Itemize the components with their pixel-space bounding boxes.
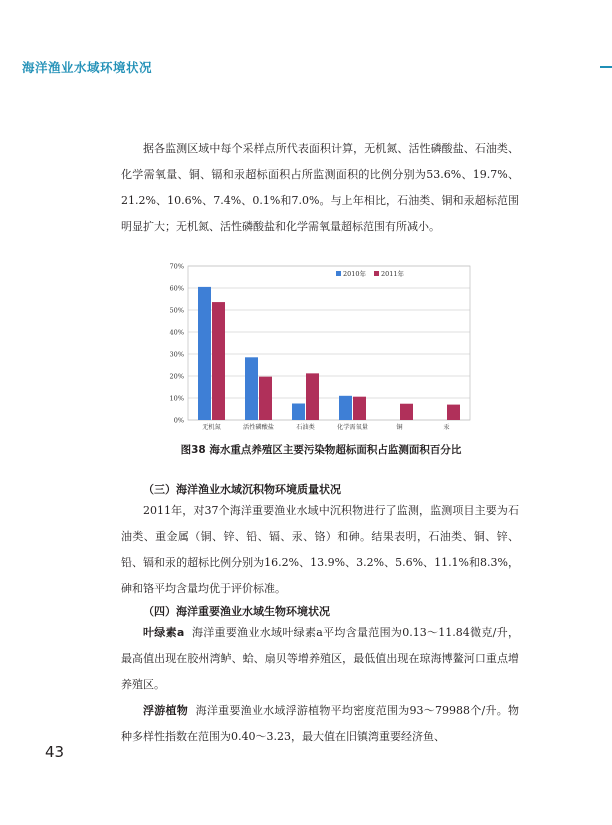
figure-caption: 图38 海水重点养殖区主要污染物超标面积占监测面积百分比 xyxy=(180,444,462,456)
bar-series1 xyxy=(198,287,211,420)
bar-series1 xyxy=(339,396,352,420)
x-tick-label: 化学需氧量 xyxy=(337,424,368,431)
bar-series2 xyxy=(212,302,225,420)
body-paragraph-sediment: 2011年，对37个海洋重要渔业水域中沉积物进行了监测，监测项目主要为石油类、重金属（铜、锌、铅、镉、汞、铬）和砷。结果表明，石油类、铜、锌、铅、镉和汞的超标比例分别为16.2%、13.9%、3.2%、5.6%、11.1%和8.3%，砷和铬平均含量均优于评价标准。 xyxy=(121,504,519,595)
bar-series1 xyxy=(292,404,305,421)
x-tick-label: 无机氮 xyxy=(202,424,221,431)
y-tick-label: 40% xyxy=(169,328,184,337)
body-paragraph-chlorophyll xyxy=(121,620,519,698)
x-tick-label: 石油类 xyxy=(296,424,315,431)
legend-swatch xyxy=(336,271,341,276)
bar-series2 xyxy=(259,377,272,420)
y-tick-label: 0% xyxy=(173,416,184,425)
chlorophyll-text: 海洋重要渔业水域叶绿素a平均含量范围为0.13～11.84微克/升，最高值出现在胶州湾鲈、蛤、扇贝等增养殖区，最低值出现在琼海博鳌河口重点增养殖区。 xyxy=(121,626,519,691)
x-tick-label: 活性磷酸盐 xyxy=(243,424,274,431)
term-chlorophyll: 叶绿素a xyxy=(143,626,185,639)
y-tick-label: 50% xyxy=(169,306,184,315)
bar-series2 xyxy=(400,404,413,420)
body-paragraph-1: 据各监测区域中每个采样点所代表面积计算，无机氮、活性磷酸盐、石油类、化学需氧量、铜、镉和汞超标面积占所监测面积的比例分别为53.6%、19.7%、21.2%、10.6%、7.4%、0.1%和7.0%。与上年相比，石油类、铜和汞超标范围明显扩大；无机氮、活性磷酸盐和化学需氧量超标范围有所减小。 xyxy=(121,142,519,233)
bar-chart xyxy=(160,258,480,438)
bar-series2 xyxy=(306,373,319,420)
section-heading-biology: （四）海洋重要渔业水域生物环境状况 xyxy=(143,605,330,618)
plot-area xyxy=(188,266,470,420)
legend-label: 2010年 xyxy=(343,270,367,278)
y-tick-label: 60% xyxy=(169,284,184,293)
phytoplankton-text: 海洋重要渔业水域浮游植物平均密度范围为93～79988个/升。物种多样性指数在范围为0.40～3.23，最大值在旧镇湾重要经济鱼、 xyxy=(121,704,519,743)
body-paragraph-phytoplankton xyxy=(121,698,519,750)
section-heading-sediment: （三）海洋渔业水域沉积物环境质量状况 xyxy=(143,483,341,496)
y-tick-label: 70% xyxy=(169,262,184,271)
page-number: 43 xyxy=(45,743,65,761)
legend-label: 2011年 xyxy=(381,270,405,278)
x-tick-label: 汞 xyxy=(443,424,450,431)
header-accent-line xyxy=(600,66,612,68)
bar-series1 xyxy=(245,357,258,420)
x-tick-label: 铜 xyxy=(396,424,403,431)
term-phytoplankton: 浮游植物 xyxy=(143,704,189,717)
running-header-title: 海洋渔业水域环境状况 xyxy=(22,60,153,75)
y-tick-label: 10% xyxy=(169,394,184,403)
y-tick-label: 20% xyxy=(169,372,184,381)
y-tick-label: 30% xyxy=(169,350,184,359)
bar-series2 xyxy=(353,397,366,420)
bar-series2 xyxy=(447,405,460,420)
legend-swatch xyxy=(374,271,379,276)
bar-chart-svg xyxy=(160,258,480,438)
